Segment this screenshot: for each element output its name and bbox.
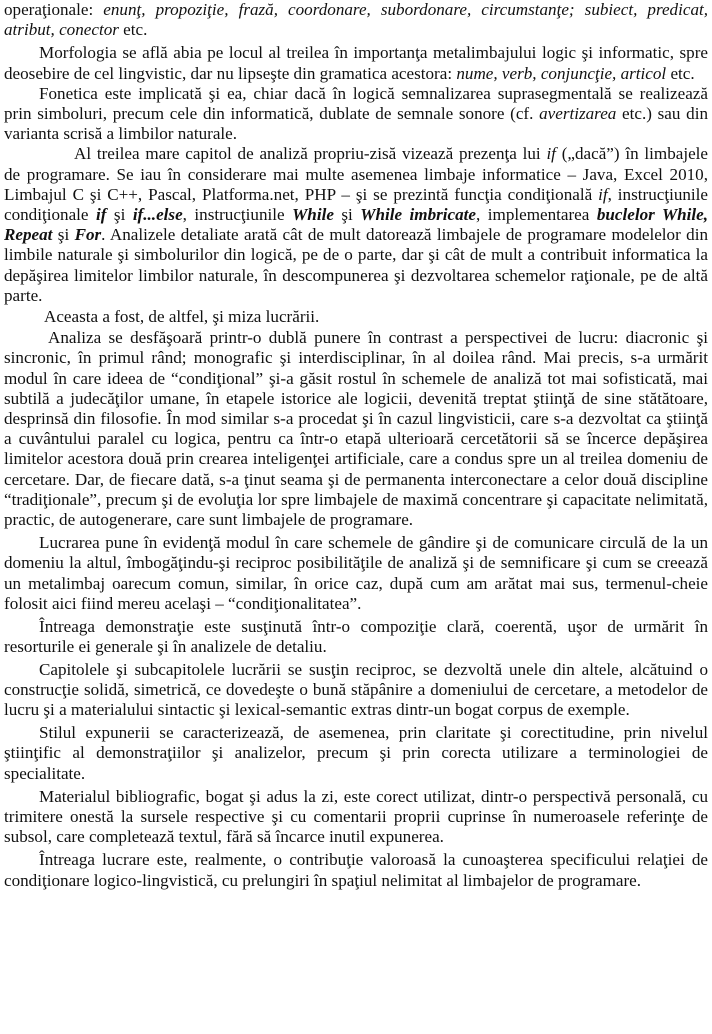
paragraph-p2	[4, 84, 708, 145]
emphasized-term: While imbricate	[360, 205, 477, 225]
text-run: Analiza se desfăşoară printr-o dublă punere în contrast a perspectivei de lucru: diacronic şi sincronic, în primul rând; monografic şi interdisciplinar, în al doilea rând. Mai precis, s-a urmărit modul în care ideea de “condiţional” şi-a găsit rostul în schemele de analiză tot mai sofisticată, mai subtilă a judecăţilor umane, în etapele istorice ale logicii, devenită treptat ştiinţă de sine stătătoare, desprinsă din filosofie. În mod similar s-a procedat şi în cazul lingvisticii, care s-a dezvoltat ca ştiinţă a cuvântului paralel cu logica, pentru ca într-o etapă ulterioară cercetătorii să se încerce depăşirea limitelor acestora două prin crearea inteligenţei artificiale, care a condus spre un al treilea domeniu de cercetare. Dar, de fiecare dată, s-a ţinut seama şi de permanenta interconectare a celor două discipline “tradiţionale”, precum şi de evoluţia lor spre limbajele de maximă concentrare şi capacitate nelimitată, practic, de autogenerare, care sunt limbajele de programare.	[4, 328, 708, 530]
text-run: şi	[52, 225, 75, 245]
paragraph-p0	[4, 0, 708, 40]
emphasized-term: if	[546, 144, 556, 164]
paragraph-p8	[4, 660, 708, 721]
paragraph-p4	[4, 307, 708, 327]
text-run: Fonetica este implicată şi ea, chiar dacă în logică semnalizarea suprasegmentală se realizează prin simboluri, precum cele din informatică, dublate de semnale sonore (cf.	[4, 83, 708, 124]
emphasized-term: if	[95, 205, 107, 225]
text-run: („dacă”) în limbajele de programare. Se iau în considerare mai multe asemenea limbaje informatice – Java, Excel 2010, Limbajul C şi C++, Pascal, Platforma.net, PHP – şi se prezintă funcţia condiţională	[4, 144, 709, 204]
emphasized-term: if...else	[132, 205, 183, 225]
emphasized-term: avertizarea	[539, 104, 617, 124]
paragraph-p9	[4, 723, 708, 784]
paragraph-p5	[4, 328, 708, 530]
text-run: şi	[333, 205, 361, 225]
paragraph-p6	[4, 533, 708, 614]
paragraph-p11	[4, 850, 708, 890]
text-run: Capitolele şi subcapitolele lucrării se susţin reciproc, se dezvoltă unele din altele, alcătuind o construcţie solidă, simetrică, ce dovedeşte o bună stăpânire a domeniului de cercetare, a metodelor de lucru şi a materialului sintactic şi lexical-semantic extras dintr-un bogat corpus de exemple.	[4, 659, 708, 719]
emphasized-term: nume, verb, conjuncţie, articol	[456, 63, 667, 83]
text-run: operaţionale:	[4, 0, 104, 19]
text-run: . Analizele detaliate arată cât de mult datorează limbajele de programare modelelor din limbile naturale şi simbolurilor din logică, pe de o parte, dar şi cât de mult a contribuit informatica la depăşirea limitelor limbilor naturale, în descompunerea şi dezvoltarea schemelor raţionale, pe de altă parte.	[4, 225, 708, 305]
emphasized-term: if	[598, 184, 608, 204]
text-run: Stilul expunerii se caracterizează, de asemenea, prin claritate şi corectitudine, prin nivelul ştiinţific al demonstraţiilor şi analizelor, precum şi prin corecta utilizare a terminologiei de specialitate.	[4, 723, 708, 783]
text-run: Lucrarea pune în evidenţă modul în care schemele de gândire şi de comunicare circulă de la un domeniu la altul, îmbogăţindu-şi reciproc posibilităţile de analiză şi de semnificare şi cum se creează un metalimbaj oarecum comun, similar, în orice caz, după cum am arătat mai sus, termenul-cheie folosit aici fiind mereu acelaşi – “condiţionalitatea”.	[4, 533, 708, 613]
text-run: Materialul bibliografic, bogat şi adus la zi, este corect utilizat, dintr-o perspectivă personală, cu trimitere onestă la sursele respective şi cu comentarii proprii cuprinse în numeroasele referinţe de subsol, care completează textul, fără să încarce inutil expunerea.	[4, 786, 708, 847]
emphasized-term: While	[292, 205, 334, 225]
paragraph-p1	[4, 43, 708, 83]
text-run: Aceasta a fost, de altfel, şi miza lucrării.	[44, 307, 320, 327]
text-run: Întreaga demonstraţie este susţinută într-o compoziţie clară, coerentă, uşor de urmărit în resorturile ei generale şi în analizele de detaliu.	[4, 617, 708, 657]
text-run: Întreaga lucrare este, realmente, o contribuţie valoroasă la cunoaşterea specificului relaţiei de condiţionare logico-lingvistică, cu prelungiri în spaţiul nelimitat al limbajelor de programare.	[4, 850, 708, 890]
paragraph-p10	[4, 787, 708, 848]
emphasized-term: For	[74, 225, 102, 245]
text-run: , instrucţiunile condiţionale	[4, 184, 709, 225]
text-run: Al treilea mare capitol de analiză propriu-zisă vizează prezenţa lui	[74, 144, 547, 164]
text-run: etc.) sau din varianta scrisă a limbilor naturale.	[4, 104, 708, 144]
text-run: , implementarea	[476, 205, 597, 225]
text-run: , instrucţiunile	[182, 205, 293, 225]
text-run: etc.	[666, 63, 695, 83]
text-run: Morfologia se află abia pe locul al treilea în importanţa metalimbajului logic şi informatic, spre deosebire de cel lingvistic, dar nu lipseşte din gramatica acestora:	[4, 43, 708, 83]
emphasized-term: enunţ, propoziţie, frază, coordonare, subordonare, circumstanţe; subiect, predicat, atribut, conector	[4, 0, 709, 40]
paragraph-p7	[4, 617, 708, 657]
text-run: etc.	[118, 20, 148, 40]
emphasized-term: buclelor While, Repeat	[4, 205, 709, 245]
paragraph-p3	[4, 144, 708, 306]
text-run: şi	[106, 205, 133, 225]
